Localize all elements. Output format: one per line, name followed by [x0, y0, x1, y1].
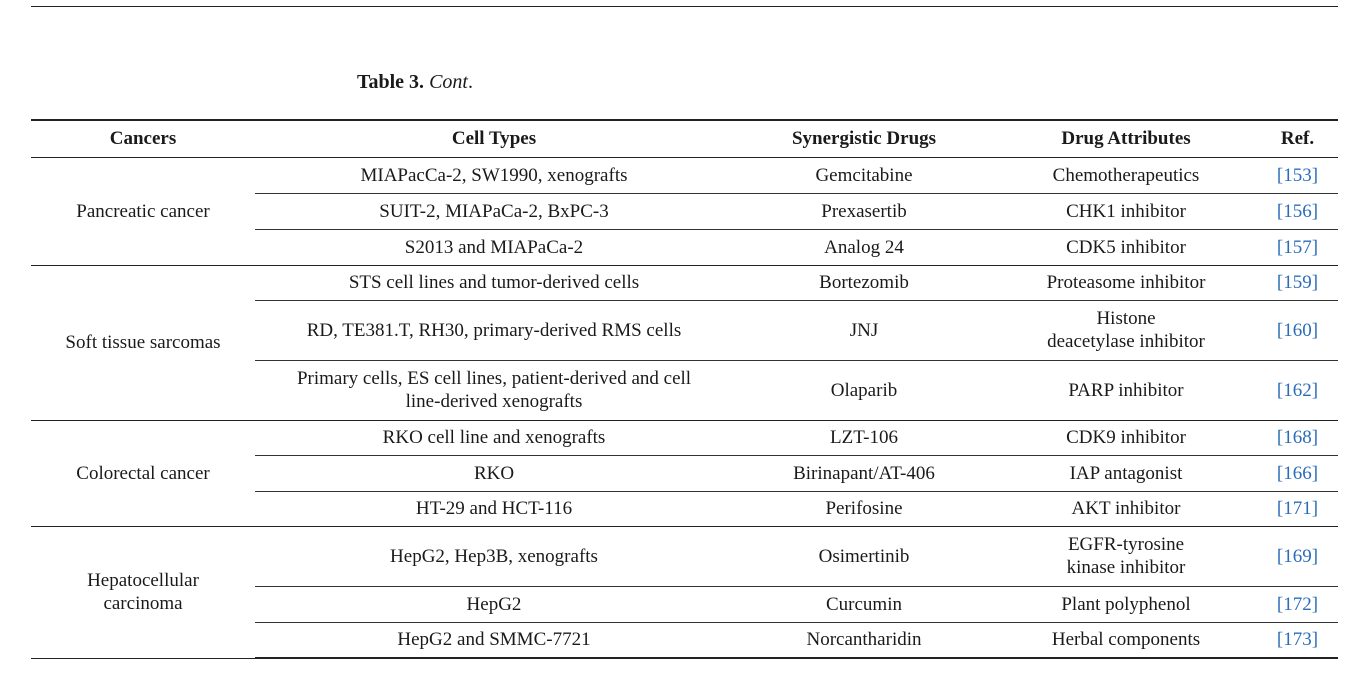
drug-cell: Olaparib [733, 360, 995, 420]
attribute-line: deacetylase inhibitor [1047, 331, 1205, 352]
cell-types-cell: HepG2, Hep3B, xenografts [255, 526, 733, 586]
header-cancers: Cancers [31, 120, 255, 157]
ref-link[interactable]: [157] [1257, 229, 1338, 265]
attribute-cell: IAP antagonist [995, 455, 1257, 491]
header-cell-types: Cell Types [255, 120, 733, 157]
cell-types-cell: MIAPacCa-2, SW1990, xenografts [255, 157, 733, 193]
drug-table [31, 119, 1338, 659]
header-synergistic-drugs: Synergistic Drugs [733, 120, 995, 157]
drug-cell: Perifosine [733, 491, 995, 526]
attribute-cell: CDK9 inhibitor [995, 420, 1257, 455]
ref-link[interactable]: [173] [1257, 622, 1338, 658]
drug-cell: Birinapant/AT-406 [733, 455, 995, 491]
drug-cell: LZT-106 [733, 420, 995, 455]
ref-link[interactable]: [166] [1257, 455, 1338, 491]
cancer-cell: Soft tissue sarcomas [31, 265, 255, 420]
caption-period: . [467, 71, 473, 93]
cell-types-cell: SUIT-2, MIAPaCa-2, BxPC-3 [255, 193, 733, 229]
drug-cell: Gemcitabine [733, 157, 995, 193]
cell-types-cell: HepG2 [255, 586, 733, 622]
attribute-line: Histone [1096, 308, 1156, 329]
cancer-line: Hepatocellular [87, 570, 199, 591]
cell-types-cell: HT-29 and HCT-116 [255, 491, 733, 526]
cell-types-cell: HepG2 and SMMC-7721 [255, 622, 733, 658]
ref-link[interactable]: [159] [1257, 265, 1338, 300]
top-rule [31, 6, 1338, 7]
table-row [31, 157, 1338, 193]
header-ref: Ref. [1257, 120, 1338, 157]
ref-link[interactable]: [153] [1257, 157, 1338, 193]
table-row [31, 420, 1338, 455]
header-drug-attributes: Drug Attributes [995, 120, 1257, 157]
cell-types-cell [255, 360, 733, 420]
drug-cell: Curcumin [733, 586, 995, 622]
attribute-cell: CHK1 inhibitor [995, 193, 1257, 229]
attribute-line: EGFR-tyrosine [1067, 534, 1185, 555]
attribute-cell: Chemotherapeutics [995, 157, 1257, 193]
cancer-line: carcinoma [103, 593, 183, 614]
attribute-cell: AKT inhibitor [995, 491, 1257, 526]
drug-cell: Osimertinib [733, 526, 995, 586]
attribute-cell: PARP inhibitor [995, 360, 1257, 420]
ref-link[interactable]: [156] [1257, 193, 1338, 229]
drug-cell: Analog 24 [733, 229, 995, 265]
ref-link[interactable]: [169] [1257, 526, 1338, 586]
ref-link[interactable]: [168] [1257, 420, 1338, 455]
ref-link[interactable]: [172] [1257, 586, 1338, 622]
cell-types-cell: S2013 and MIAPaCa-2 [255, 229, 733, 265]
attribute-cell: Proteasome inhibitor [995, 265, 1257, 300]
drug-cell: Prexasertib [733, 193, 995, 229]
cell-types-cell: RKO [255, 455, 733, 491]
drug-cell: JNJ [733, 300, 995, 360]
ref-link[interactable]: [162] [1257, 360, 1338, 420]
cell-types-line: Primary cells, ES cell lines, patient-derived and cell [296, 368, 692, 389]
attribute-cell: Herbal components [995, 622, 1257, 658]
table-caption [357, 71, 473, 94]
ref-link[interactable]: [160] [1257, 300, 1338, 360]
attribute-cell [995, 300, 1257, 360]
cell-types-cell: RD, TE381.T, RH30, primary-derived RMS cells [255, 300, 733, 360]
table-row [31, 526, 1338, 586]
cell-types-cell: STS cell lines and tumor-derived cells [255, 265, 733, 300]
cancer-cell: Pancreatic cancer [31, 157, 255, 265]
drug-cell: Bortezomib [733, 265, 995, 300]
drug-cell: Norcantharidin [733, 622, 995, 658]
attribute-cell: CDK5 inhibitor [995, 229, 1257, 265]
attribute-cell: Plant polyphenol [995, 586, 1257, 622]
header-row [31, 120, 1338, 157]
cancer-cell [31, 526, 255, 658]
cell-types-line: line-derived xenografts [405, 391, 583, 412]
cancer-cell: Colorectal cancer [31, 420, 255, 526]
caption-label: Table 3. [357, 71, 425, 93]
ref-link[interactable]: [171] [1257, 491, 1338, 526]
cell-types-cell: RKO cell line and xenografts [255, 420, 733, 455]
attribute-cell [995, 526, 1257, 586]
table-row [31, 265, 1338, 300]
attribute-line: kinase inhibitor [1066, 557, 1186, 578]
caption-cont: Cont [429, 71, 468, 93]
